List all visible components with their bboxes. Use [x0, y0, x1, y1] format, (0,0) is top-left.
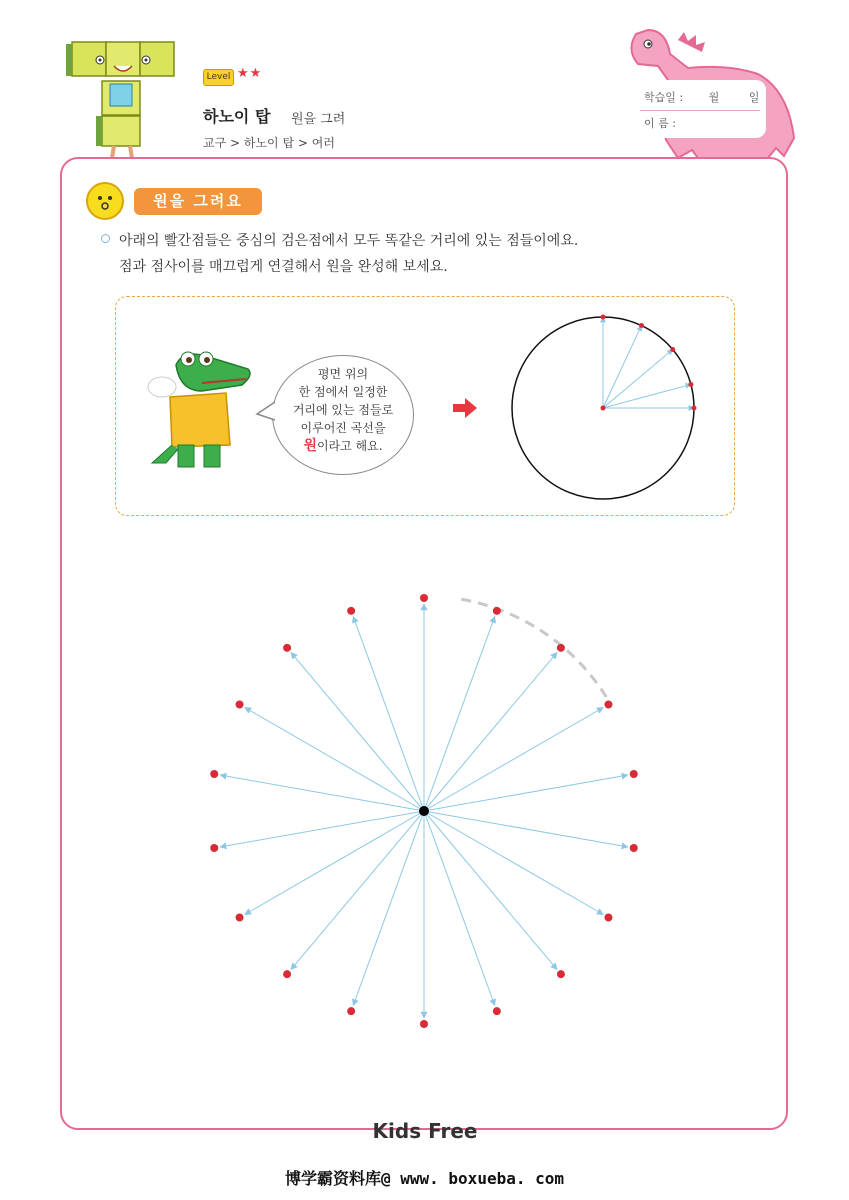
study-date-label: 학습일 : [644, 91, 684, 104]
name-label: 이 름 : [644, 117, 676, 130]
student-info-box [634, 80, 766, 138]
red-dot [604, 914, 612, 922]
red-dot [236, 701, 244, 709]
bubble-line-5 [273, 437, 413, 455]
radius-ray [424, 616, 495, 811]
red-dot [630, 770, 638, 778]
smiley-icon [86, 182, 124, 220]
red-dot [630, 844, 638, 852]
study-date-row [644, 89, 759, 105]
kids-free-logo [340, 1115, 510, 1147]
red-dot [210, 770, 218, 778]
example-red-dot [639, 323, 644, 328]
example-red-dot [688, 382, 693, 387]
radius-ray [291, 811, 424, 970]
month-label: 월 [708, 91, 720, 104]
red-dot [420, 594, 428, 602]
breadcrumb: 교구 > 하노이 탑 > 여러 [203, 136, 335, 150]
example-ray [603, 326, 641, 408]
block-character-illustration [62, 36, 177, 161]
example-ray [603, 350, 673, 408]
divider-line [640, 110, 760, 111]
red-dot [557, 970, 565, 978]
bullet-icon [101, 234, 110, 243]
page-subtitle: 원을 그려 [291, 112, 346, 127]
bubble-line-2: 한 점에서 일정한 [298, 385, 388, 399]
radius-ray [353, 616, 424, 811]
red-dot [557, 644, 565, 652]
bubble-highlight-word: 원 [303, 438, 317, 454]
radius-ray [424, 811, 495, 1006]
red-dot [236, 914, 244, 922]
name-row [644, 115, 676, 131]
radius-ray [424, 652, 557, 811]
example-center-dot [601, 406, 606, 411]
speech-bubble [272, 355, 414, 475]
speech-bubble-tail [255, 400, 277, 424]
day-label: 일 [748, 91, 760, 104]
example-circle-diagram [505, 310, 701, 506]
bubble-line-1: 평면 위의 [317, 367, 369, 381]
radius-ray [291, 652, 424, 811]
radius-ray [353, 811, 424, 1006]
red-dot [283, 970, 291, 978]
red-dot [604, 701, 612, 709]
red-dot [420, 1020, 428, 1028]
instruction-line-1: 아래의 빨간점들은 중심의 검은점에서 모두 똑같은 거리에 있는 점들이에요. [119, 233, 579, 249]
center-black-dot [419, 806, 429, 816]
example-red-dot [692, 406, 697, 411]
difficulty-stars: ★★ [237, 66, 263, 81]
red-dot [283, 644, 291, 652]
radius-ray [424, 811, 557, 970]
logo-text: Kids Free [372, 1119, 478, 1143]
page-title: 하노이 탑 [203, 107, 271, 126]
red-dot [493, 1007, 501, 1015]
bubble-line-3: 거리에 있는 점들로 [292, 403, 394, 417]
circle-dot-figure [195, 585, 655, 1040]
arrow-right-icon [453, 398, 477, 418]
watermark-text: 博学霸资料库@ www. boxueba. com [284, 1169, 565, 1188]
instruction-line-2: 점과 점사이를 매끄럽게 연결해서 원을 완성해 보세요. [119, 259, 448, 275]
section-title-tag: 원을 그려요 [134, 188, 262, 215]
red-dot [347, 1007, 355, 1015]
bubble-tail-text: 이라고 해요. [316, 439, 383, 453]
red-dot [493, 607, 501, 615]
red-dot [347, 607, 355, 615]
level-badge: Level [203, 69, 234, 86]
example-ray [603, 384, 691, 408]
bubble-line-4: 이루어진 곡선을 [300, 421, 386, 435]
example-red-dot [670, 347, 675, 352]
red-dot [210, 844, 218, 852]
crocodile-illustration [142, 345, 262, 475]
example-red-dot [601, 315, 606, 320]
